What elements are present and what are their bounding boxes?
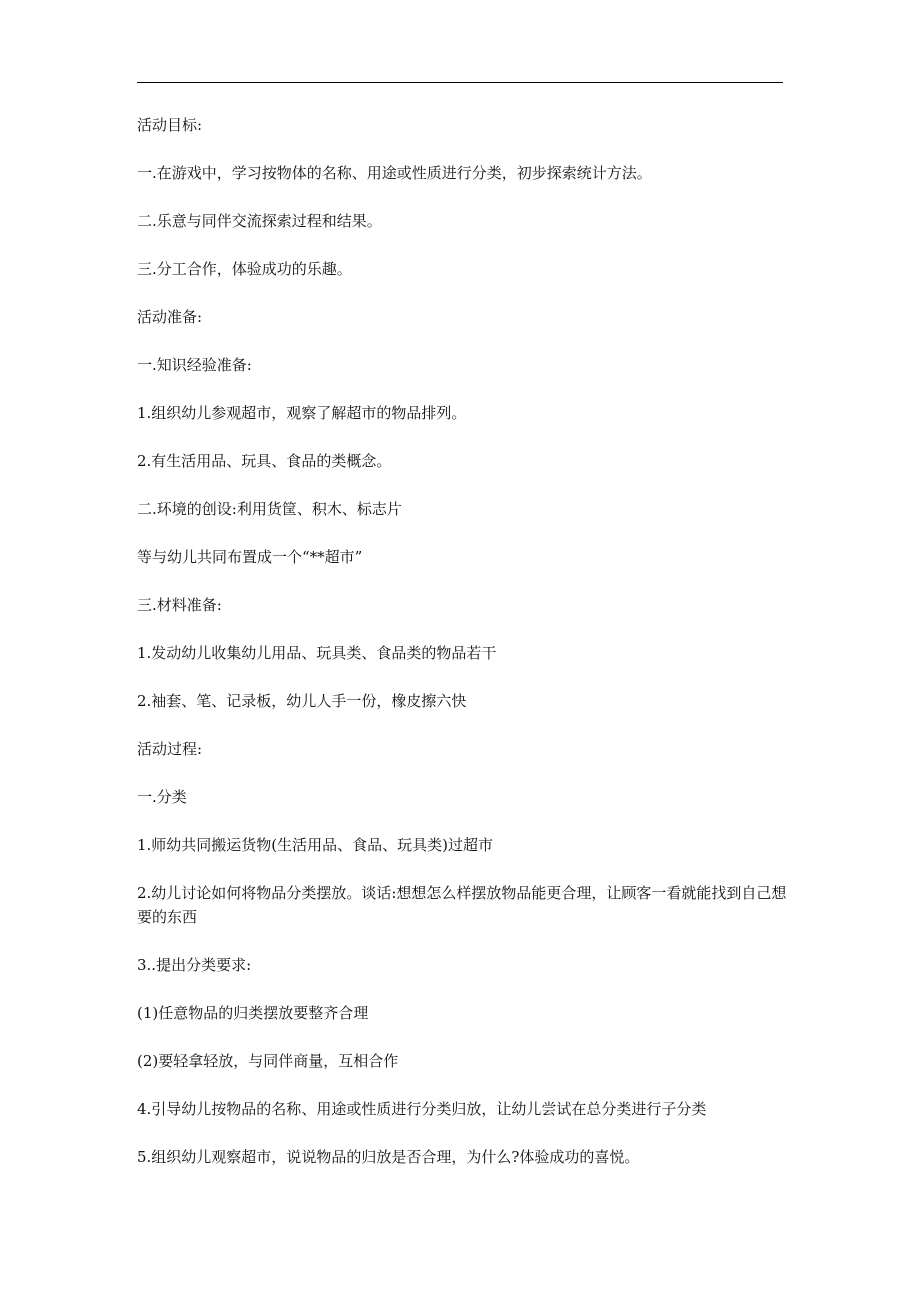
list-item: 4.引导幼儿按物品的名称、用途或性质进行分类归放，让幼儿尝试在总分类进行子分类 [137,1100,707,1118]
subsection-heading: 二.环境的创设:利用货筐、积木、标志片 [137,500,402,518]
section-heading-goals: 活动目标: [137,116,203,134]
goal-item: 三.分工合作，体验成功的乐趣。 [137,260,352,278]
section-heading-preparation: 活动准备: [137,308,203,326]
list-item: 2.有生活用品、玩具、食品的类概念。 [137,452,392,470]
subsection-heading: 一.分类 [137,788,187,806]
list-item: 3..提出分类要求: [137,956,252,974]
list-item: (2)要轻拿轻放，与同伴商量，互相合作 [137,1052,399,1070]
list-item: 2.幼儿讨论如何将物品分类摆放。谈话:想想怎么样摆放物品能更合理，让顾客一看就能找到自己想要的东西 [137,884,787,926]
subsection-heading: 三.材料准备: [137,596,222,614]
list-item: 2.袖套、笔、记录板，幼儿人手一份，橡皮擦六快 [137,692,467,710]
subsection-heading: 一.知识经验准备: [137,356,252,374]
list-item: 1.师幼共同搬运货物(生活用品、食品、玩具类)过超市 [137,836,494,854]
goal-item: 一.在游戏中，学习按物体的名称、用途或性质进行分类，初步探索统计方法。 [137,164,652,182]
list-item: 1.组织幼儿参观超市，观察了解超市的物品排列。 [137,404,467,422]
paragraph: 等与幼儿共同布置成一个“**超市” [137,548,363,566]
header-rule [137,82,783,83]
list-item: 1.发动幼儿收集幼儿用品、玩具类、食品类的物品若干 [137,644,497,662]
section-heading-process: 活动过程: [137,740,203,758]
list-item: (1)任意物品的归类摆放要整齐合理 [137,1004,369,1022]
list-item: 5.组织幼儿观察超市，说说物品的归放是否合理，为什么?体验成功的喜悦。 [137,1148,640,1166]
goal-item: 二.乐意与同伴交流探索过程和结果。 [137,212,382,230]
document-body [137,113,787,1193]
